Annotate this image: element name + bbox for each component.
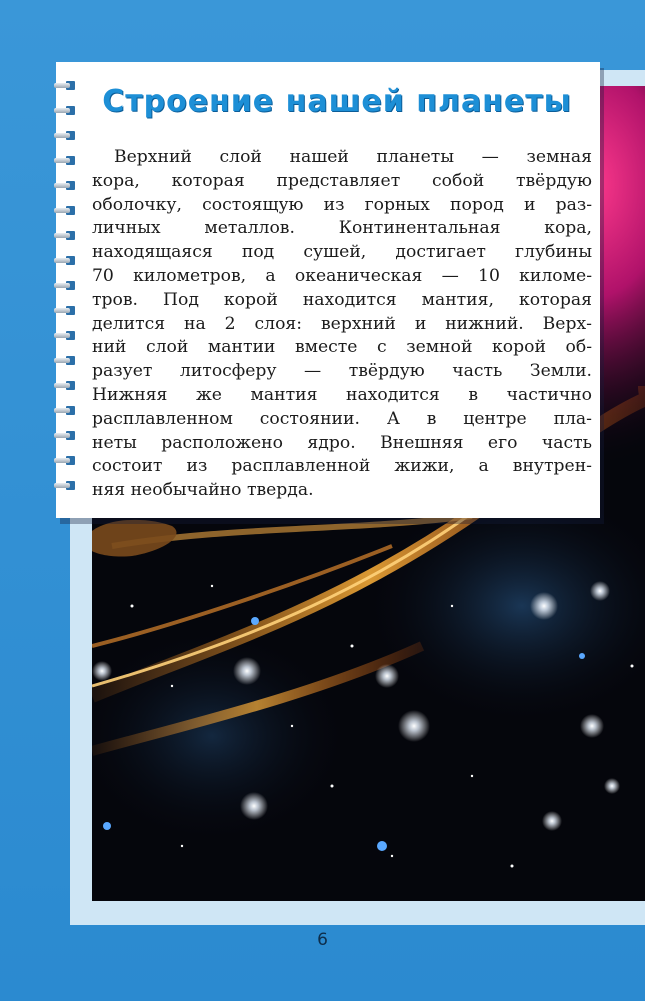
spiral-ring [54,180,76,192]
notebook-spiral [54,80,84,505]
paragraph-line: тров. Под корой находится мантия, которая [92,289,592,310]
spiral-ring [54,155,76,167]
spiral-ring [54,355,76,367]
spiral-ring [54,330,76,342]
paragraph-line: находящаяся под сушей, достигает глубины [92,242,592,263]
spiral-ring [54,480,76,492]
spiral-ring [54,380,76,392]
spiral-ring [54,305,76,317]
paragraph-line: разует литосферу — твёрдую часть Земли. [92,361,592,382]
spiral-ring [54,455,76,467]
paragraph-line: Верхний слой нашей планеты — земная [114,147,592,167]
paragraph-line: состоит из расплавленной жижи, а внутрен- [92,456,592,477]
spiral-ring [54,405,76,417]
spiral-ring [54,280,76,292]
paragraph-line: неты расположено ядро. Внешняя его часть [92,432,592,453]
paragraph-line: оболочку, состоящую из горных пород и раз- [92,194,592,215]
paragraph-line: личных металлов. Континентальная кора, [92,218,592,239]
text-card [56,62,600,518]
paragraph-line: расплавленном состоянии. А в центре пла- [92,408,592,429]
spiral-ring [54,130,76,142]
page-number: 6 [317,930,328,950]
page-title: Строение нашей планеты [102,84,572,119]
spiral-ring [54,255,76,267]
paragraph-line: делится на 2 слоя: верхний и нижний. Верх- [92,313,592,334]
paragraph-line: няя необычайно тверда. [92,480,314,501]
paragraph-line: 70 километров, а океаническая — 10 киломе- [92,265,592,286]
spiral-ring [54,105,76,117]
spiral-ring [54,80,76,92]
spiral-ring [54,430,76,442]
spiral-ring [54,230,76,242]
paragraph-line: кора, которая представляет собой твёрдую [92,170,592,191]
paragraph-line: ний слой мантии вместе с земной корой об- [92,337,592,358]
paragraph-line: Нижняя же мантия находится в частично [92,384,592,405]
body-paragraph [92,146,592,503]
spiral-ring [54,205,76,217]
